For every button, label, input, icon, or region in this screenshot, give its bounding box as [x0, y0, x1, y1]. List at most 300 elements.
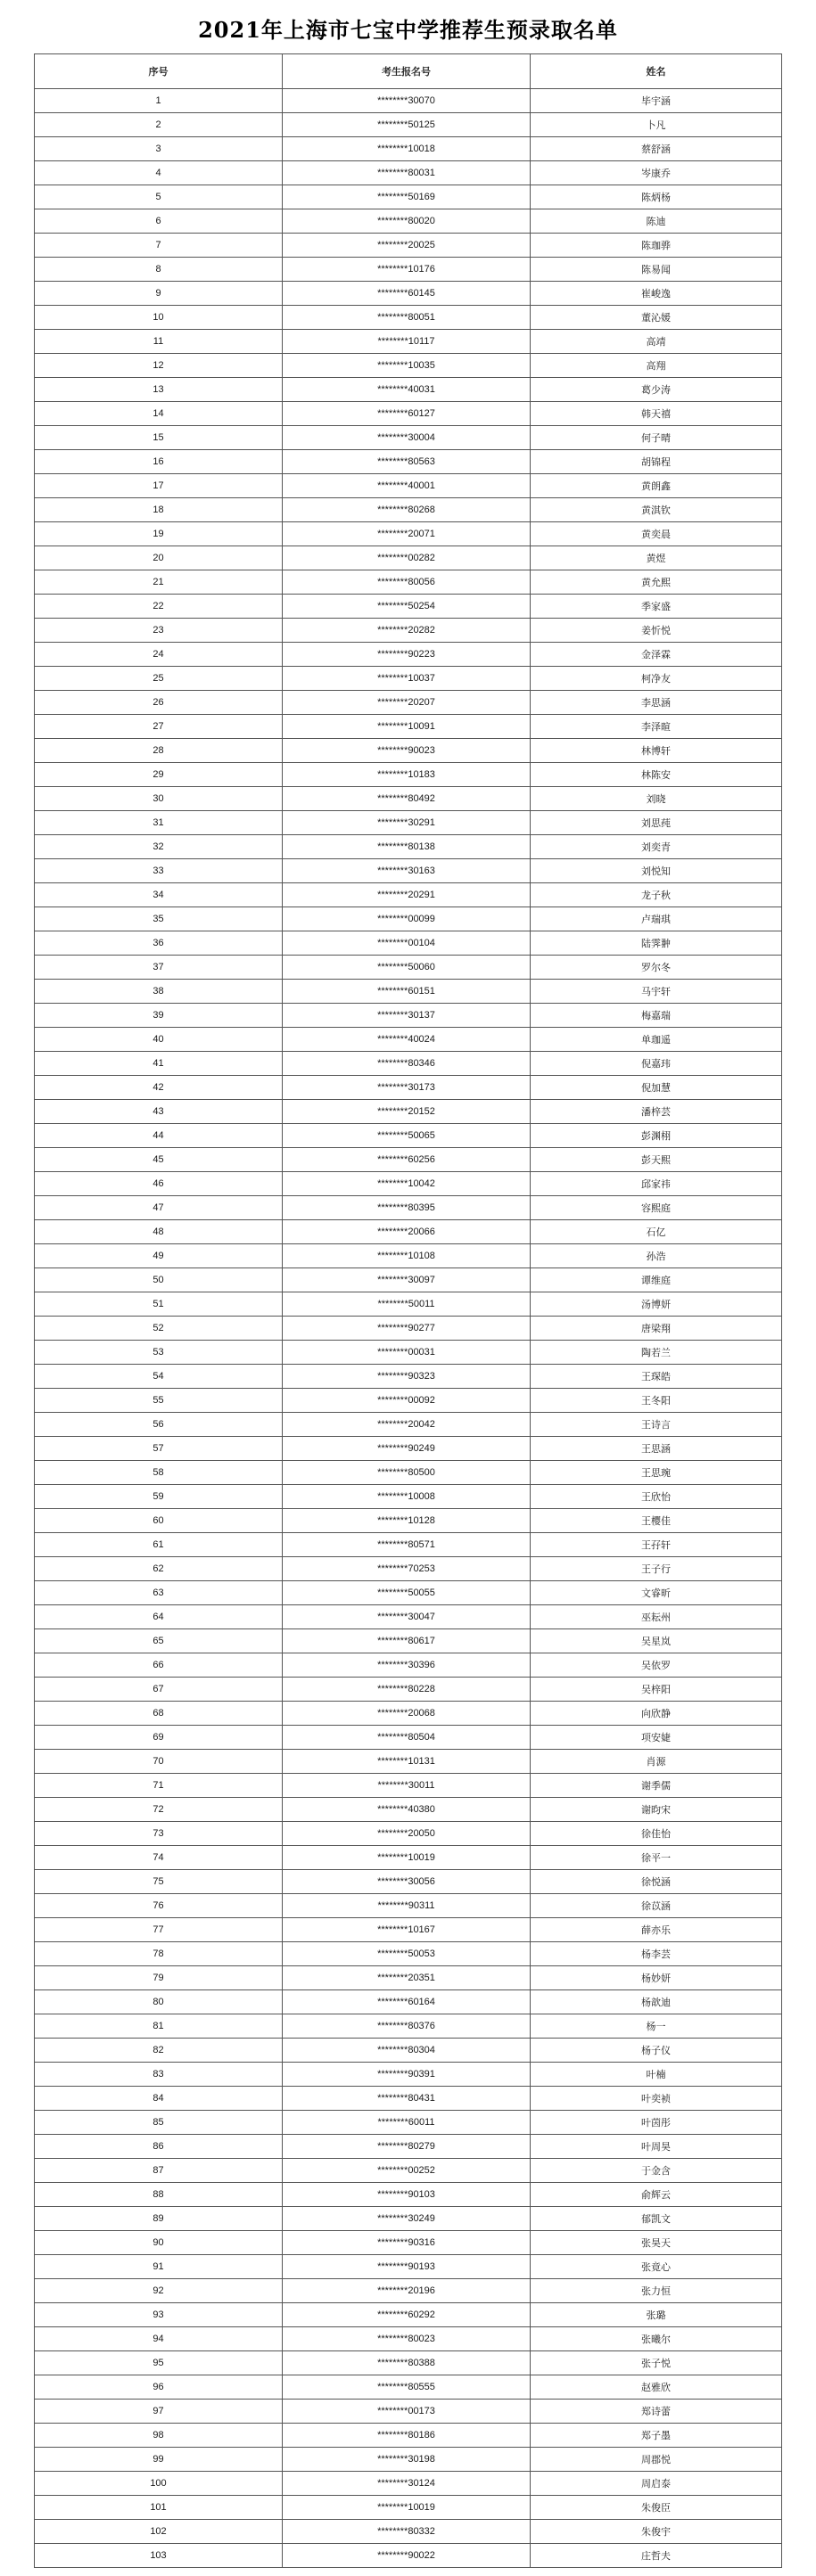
table-row: [35, 1220, 782, 1244]
table-row: [35, 1533, 782, 1557]
cell-serial: 78: [35, 1942, 283, 1966]
cell-serial: 83: [35, 2063, 283, 2087]
table-row: [35, 1798, 782, 1822]
cell-name: 潘梓芸: [531, 1100, 782, 1124]
cell-registration-number: ********80279: [283, 2135, 531, 2159]
table-row: [35, 1268, 782, 1292]
cell-registration-number: ********80051: [283, 306, 531, 330]
cell-registration-number: ********50254: [283, 595, 531, 619]
table-row: [35, 185, 782, 209]
table-row: [35, 137, 782, 161]
table-row: [35, 498, 782, 522]
cell-name: 金泽霖: [531, 643, 782, 667]
cell-serial: 23: [35, 619, 283, 643]
column-header-serial: 序号: [35, 54, 283, 89]
cell-serial: 73: [35, 1822, 283, 1846]
cell-serial: 52: [35, 1317, 283, 1341]
cell-registration-number: ********90323: [283, 1365, 531, 1389]
cell-serial: 19: [35, 522, 283, 546]
cell-serial: 48: [35, 1220, 283, 1244]
cell-registration-number: ********20068: [283, 1702, 531, 1726]
cell-serial: 9: [35, 282, 283, 306]
table-row: [35, 2087, 782, 2111]
cell-serial: 21: [35, 570, 283, 595]
cell-registration-number: ********80023: [283, 2327, 531, 2351]
cell-registration-number: ********60145: [283, 282, 531, 306]
table-row: [35, 2351, 782, 2375]
table-row: [35, 715, 782, 739]
cell-registration-number: ********80555: [283, 2375, 531, 2400]
cell-serial: 6: [35, 209, 283, 234]
cell-name: 王琛皓: [531, 1365, 782, 1389]
cell-name: 项安婕: [531, 1726, 782, 1750]
cell-serial: 2: [35, 113, 283, 137]
table-row: [35, 956, 782, 980]
table-row: [35, 1557, 782, 1581]
cell-name: 杨子仪: [531, 2039, 782, 2063]
cell-name: 岑康乔: [531, 161, 782, 185]
cell-registration-number: ********10091: [283, 715, 531, 739]
cell-registration-number: ********90103: [283, 2183, 531, 2207]
table-row: [35, 161, 782, 185]
cell-serial: 27: [35, 715, 283, 739]
cell-serial: 77: [35, 1918, 283, 1942]
cell-name: 杨一: [531, 2014, 782, 2039]
cell-serial: 58: [35, 1461, 283, 1485]
cell-serial: 60: [35, 1509, 283, 1533]
table-row: [35, 2014, 782, 2039]
cell-registration-number: ********90391: [283, 2063, 531, 2087]
cell-registration-number: ********30056: [283, 1870, 531, 1894]
cell-name: 王冬阳: [531, 1389, 782, 1413]
table-row: [35, 739, 782, 763]
cell-name: 王樱佳: [531, 1509, 782, 1533]
cell-name: 蔡舒涵: [531, 137, 782, 161]
cell-name: 徐苡涵: [531, 1894, 782, 1918]
cell-serial: 31: [35, 811, 283, 835]
cell-name: 于金含: [531, 2159, 782, 2183]
cell-registration-number: ********00282: [283, 546, 531, 570]
table-row: [35, 1822, 782, 1846]
cell-serial: 15: [35, 426, 283, 450]
table-row: [35, 2375, 782, 2400]
cell-serial: 26: [35, 691, 283, 715]
cell-registration-number: ********70253: [283, 1557, 531, 1581]
cell-registration-number: ********80228: [283, 1678, 531, 1702]
cell-registration-number: ********40031: [283, 378, 531, 402]
table-row: [35, 619, 782, 643]
cell-registration-number: ********10037: [283, 667, 531, 691]
cell-serial: 28: [35, 739, 283, 763]
cell-serial: 25: [35, 667, 283, 691]
table-row: [35, 1894, 782, 1918]
cell-serial: 37: [35, 956, 283, 980]
table-row: [35, 546, 782, 570]
cell-registration-number: ********90022: [283, 2544, 531, 2568]
cell-registration-number: ********30249: [283, 2207, 531, 2231]
cell-serial: 33: [35, 859, 283, 883]
cell-serial: 99: [35, 2448, 283, 2472]
cell-serial: 10: [35, 306, 283, 330]
table-row: [35, 282, 782, 306]
cell-name: 叶奕祯: [531, 2087, 782, 2111]
table-row: [35, 1509, 782, 1533]
cell-name: 叶周昊: [531, 2135, 782, 2159]
cell-name: 高靖: [531, 330, 782, 354]
cell-name: 罗尔冬: [531, 956, 782, 980]
table-row: [35, 2039, 782, 2063]
cell-registration-number: ********80056: [283, 570, 531, 595]
cell-name: 何子晴: [531, 426, 782, 450]
cell-serial: 85: [35, 2111, 283, 2135]
cell-name: 倪嘉玮: [531, 1052, 782, 1076]
cell-name: 姜忻悦: [531, 619, 782, 643]
cell-name: 倪加慧: [531, 1076, 782, 1100]
table-row: [35, 1485, 782, 1509]
cell-name: 徐佳怡: [531, 1822, 782, 1846]
cell-serial: 30: [35, 787, 283, 811]
cell-name: 卢瑞琪: [531, 907, 782, 931]
cell-name: 谢季儒: [531, 1774, 782, 1798]
cell-serial: 1: [35, 89, 283, 113]
table-row: [35, 1124, 782, 1148]
cell-registration-number: ********50125: [283, 113, 531, 137]
table-row: [35, 2448, 782, 2472]
cell-registration-number: ********90023: [283, 739, 531, 763]
cell-serial: 68: [35, 1702, 283, 1726]
cell-name: 柯净友: [531, 667, 782, 691]
cell-name: 彭天熙: [531, 1148, 782, 1172]
cell-name: 高翔: [531, 354, 782, 378]
cell-name: 黄奕晨: [531, 522, 782, 546]
cell-name: 韩天禧: [531, 402, 782, 426]
cell-registration-number: ********30173: [283, 1076, 531, 1100]
cell-registration-number: ********80020: [283, 209, 531, 234]
cell-serial: 79: [35, 1966, 283, 1990]
cell-name: 黄淇钦: [531, 498, 782, 522]
cell-serial: 47: [35, 1196, 283, 1220]
cell-name: 葛少涛: [531, 378, 782, 402]
cell-serial: 32: [35, 835, 283, 859]
cell-name: 张力恒: [531, 2279, 782, 2303]
cell-name: 陆霁翀: [531, 931, 782, 956]
cell-name: 叶茵彤: [531, 2111, 782, 2135]
cell-registration-number: ********30137: [283, 1004, 531, 1028]
cell-serial: 82: [35, 2039, 283, 2063]
cell-registration-number: ********80617: [283, 1629, 531, 1653]
cell-registration-number: ********80563: [283, 450, 531, 474]
table-row: [35, 1461, 782, 1485]
cell-serial: 102: [35, 2520, 283, 2544]
table-row: [35, 2544, 782, 2568]
cell-serial: 42: [35, 1076, 283, 1100]
cell-serial: 94: [35, 2327, 283, 2351]
table-row: [35, 2424, 782, 2448]
cell-name: 王思涵: [531, 1437, 782, 1461]
cell-serial: 24: [35, 643, 283, 667]
cell-registration-number: ********80332: [283, 2520, 531, 2544]
table-row: [35, 1292, 782, 1317]
cell-name: 薛亦乐: [531, 1918, 782, 1942]
cell-registration-number: ********10035: [283, 354, 531, 378]
cell-registration-number: ********80031: [283, 161, 531, 185]
table-row: [35, 2279, 782, 2303]
cell-name: 杨歆迪: [531, 1990, 782, 2014]
cell-serial: 84: [35, 2087, 283, 2111]
cell-name: 郑子墨: [531, 2424, 782, 2448]
cell-registration-number: ********00173: [283, 2400, 531, 2424]
cell-name: 彭渊栩: [531, 1124, 782, 1148]
cell-registration-number: ********90316: [283, 2231, 531, 2255]
cell-name: 王思琬: [531, 1461, 782, 1485]
cell-registration-number: ********10019: [283, 2496, 531, 2520]
cell-serial: 72: [35, 1798, 283, 1822]
table-row: [35, 450, 782, 474]
cell-name: 王子行: [531, 1557, 782, 1581]
cell-registration-number: ********60164: [283, 1990, 531, 2014]
cell-registration-number: ********90223: [283, 643, 531, 667]
cell-registration-number: ********30097: [283, 1268, 531, 1292]
cell-name: 李泽暄: [531, 715, 782, 739]
cell-serial: 54: [35, 1365, 283, 1389]
cell-name: 孙浩: [531, 1244, 782, 1268]
cell-name: 黄朗鑫: [531, 474, 782, 498]
table-row: [35, 2520, 782, 2544]
cell-serial: 74: [35, 1846, 283, 1870]
column-header-name: 姓名: [531, 54, 782, 89]
cell-serial: 55: [35, 1389, 283, 1413]
cell-name: 杨李芸: [531, 1942, 782, 1966]
cell-name: 马宇轩: [531, 980, 782, 1004]
cell-registration-number: ********80571: [283, 1533, 531, 1557]
cell-registration-number: ********40024: [283, 1028, 531, 1052]
table-row: [35, 1678, 782, 1702]
cell-serial: 44: [35, 1124, 283, 1148]
cell-registration-number: ********90277: [283, 1317, 531, 1341]
table-row: [35, 2255, 782, 2279]
table-row: [35, 354, 782, 378]
cell-registration-number: ********10108: [283, 1244, 531, 1268]
cell-registration-number: ********50169: [283, 185, 531, 209]
table-row: [35, 2063, 782, 2087]
cell-registration-number: ********20025: [283, 234, 531, 258]
cell-name: 杨妙妍: [531, 1966, 782, 1990]
cell-name: 王欣怡: [531, 1485, 782, 1509]
cell-serial: 13: [35, 378, 283, 402]
table-row: [35, 1846, 782, 1870]
table-row: [35, 1774, 782, 1798]
cell-serial: 3: [35, 137, 283, 161]
table-row: [35, 426, 782, 450]
cell-registration-number: ********80395: [283, 1196, 531, 1220]
cell-serial: 101: [35, 2496, 283, 2520]
table-row: [35, 474, 782, 498]
cell-registration-number: ********10019: [283, 1846, 531, 1870]
cell-name: 赵雅欣: [531, 2375, 782, 2400]
table-row: [35, 835, 782, 859]
cell-serial: 5: [35, 185, 283, 209]
cell-serial: 49: [35, 1244, 283, 1268]
table-row: [35, 1990, 782, 2014]
table-row: [35, 980, 782, 1004]
cell-registration-number: ********30291: [283, 811, 531, 835]
cell-registration-number: ********20066: [283, 1220, 531, 1244]
table-row: [35, 522, 782, 546]
table-row: [35, 306, 782, 330]
cell-registration-number: ********90193: [283, 2255, 531, 2279]
cell-registration-number: ********60127: [283, 402, 531, 426]
cell-registration-number: ********10183: [283, 763, 531, 787]
table-row: [35, 330, 782, 354]
table-row: [35, 402, 782, 426]
cell-name: 周郡悦: [531, 2448, 782, 2472]
cell-registration-number: ********10167: [283, 1918, 531, 1942]
table-row: [35, 907, 782, 931]
cell-registration-number: ********30004: [283, 426, 531, 450]
cell-serial: 18: [35, 498, 283, 522]
table-row: [35, 2207, 782, 2231]
cell-name: 林博轩: [531, 739, 782, 763]
cell-name: 董沁媛: [531, 306, 782, 330]
cell-serial: 11: [35, 330, 283, 354]
cell-serial: 36: [35, 931, 283, 956]
table-header-row: [35, 54, 782, 89]
cell-serial: 98: [35, 2424, 283, 2448]
cell-name: 邱家祎: [531, 1172, 782, 1196]
cell-registration-number: ********80268: [283, 498, 531, 522]
cell-serial: 97: [35, 2400, 283, 2424]
cell-serial: 91: [35, 2255, 283, 2279]
cell-registration-number: ********60256: [283, 1148, 531, 1172]
cell-registration-number: ********20042: [283, 1413, 531, 1437]
cell-name: 唐梁翔: [531, 1317, 782, 1341]
cell-registration-number: ********20050: [283, 1822, 531, 1846]
cell-name: 崔峻逸: [531, 282, 782, 306]
cell-name: 向欣静: [531, 1702, 782, 1726]
cell-registration-number: ********60011: [283, 2111, 531, 2135]
cell-serial: 34: [35, 883, 283, 907]
cell-serial: 95: [35, 2351, 283, 2375]
column-header-registration-number: 考生报名号: [283, 54, 531, 89]
cell-name: 黄允熙: [531, 570, 782, 595]
cell-registration-number: ********30124: [283, 2472, 531, 2496]
cell-serial: 17: [35, 474, 283, 498]
cell-registration-number: ********60151: [283, 980, 531, 1004]
table-row: [35, 1413, 782, 1437]
cell-name: 庄哲夫: [531, 2544, 782, 2568]
cell-serial: 90: [35, 2231, 283, 2255]
cell-name: 王孖轩: [531, 1533, 782, 1557]
cell-name: 单珈遥: [531, 1028, 782, 1052]
table-row: [35, 931, 782, 956]
cell-name: 郑诗蕾: [531, 2400, 782, 2424]
table-row: [35, 1605, 782, 1629]
cell-registration-number: ********10131: [283, 1750, 531, 1774]
cell-serial: 100: [35, 2472, 283, 2496]
cell-registration-number: ********80492: [283, 787, 531, 811]
page-title: 2021年上海市七宝中学推荐生预录取名单: [198, 17, 618, 43]
cell-registration-number: ********80304: [283, 2039, 531, 2063]
cell-name: 刘奕青: [531, 835, 782, 859]
cell-registration-number: ********80138: [283, 835, 531, 859]
table-row: [35, 1052, 782, 1076]
cell-name: 陈炳杨: [531, 185, 782, 209]
table-row: [35, 1365, 782, 1389]
cell-registration-number: ********10008: [283, 1485, 531, 1509]
table-row: [35, 89, 782, 113]
cell-serial: 86: [35, 2135, 283, 2159]
cell-registration-number: ********40001: [283, 474, 531, 498]
table-row: [35, 2303, 782, 2327]
cell-registration-number: ********80388: [283, 2351, 531, 2375]
table-row: [35, 787, 782, 811]
cell-name: 徐平一: [531, 1846, 782, 1870]
cell-registration-number: ********00099: [283, 907, 531, 931]
cell-serial: 71: [35, 1774, 283, 1798]
cell-name: 梅嘉瑞: [531, 1004, 782, 1028]
table-row: [35, 667, 782, 691]
cell-registration-number: ********50053: [283, 1942, 531, 1966]
table-row: [35, 2135, 782, 2159]
cell-name: 陈迪: [531, 209, 782, 234]
cell-name: 陈珈骅: [531, 234, 782, 258]
table-row: [35, 2183, 782, 2207]
cell-name: 张璐: [531, 2303, 782, 2327]
cell-registration-number: ********30396: [283, 1653, 531, 1678]
table-body: [35, 89, 782, 2568]
cell-registration-number: ********20291: [283, 883, 531, 907]
cell-serial: 51: [35, 1292, 283, 1317]
table-row: [35, 1317, 782, 1341]
table-row: [35, 1028, 782, 1052]
cell-name: 徐悦涵: [531, 1870, 782, 1894]
cell-registration-number: ********90311: [283, 1894, 531, 1918]
table-row: [35, 1918, 782, 1942]
cell-name: 谢昀宋: [531, 1798, 782, 1822]
cell-registration-number: ********20282: [283, 619, 531, 643]
cell-registration-number: ********10018: [283, 137, 531, 161]
cell-serial: 38: [35, 980, 283, 1004]
cell-name: 石亿: [531, 1220, 782, 1244]
cell-registration-number: ********30011: [283, 1774, 531, 1798]
cell-serial: 35: [35, 907, 283, 931]
cell-serial: 67: [35, 1678, 283, 1702]
cell-serial: 76: [35, 1894, 283, 1918]
cell-name: 吴梓阳: [531, 1678, 782, 1702]
table-row: [35, 2327, 782, 2351]
cell-serial: 81: [35, 2014, 283, 2039]
cell-registration-number: ********80346: [283, 1052, 531, 1076]
cell-name: 肖源: [531, 1750, 782, 1774]
cell-registration-number: ********00252: [283, 2159, 531, 2183]
cell-name: 卜凡: [531, 113, 782, 137]
table-row: [35, 1341, 782, 1365]
cell-name: 叶楠: [531, 2063, 782, 2087]
cell-serial: 45: [35, 1148, 283, 1172]
cell-name: 李思涵: [531, 691, 782, 715]
cell-registration-number: ********20152: [283, 1100, 531, 1124]
table-row: [35, 1148, 782, 1172]
cell-registration-number: ********00104: [283, 931, 531, 956]
cell-serial: 56: [35, 1413, 283, 1437]
table-row: [35, 113, 782, 137]
cell-registration-number: ********10042: [283, 1172, 531, 1196]
cell-name: 王诗言: [531, 1413, 782, 1437]
cell-serial: 89: [35, 2207, 283, 2231]
cell-serial: 43: [35, 1100, 283, 1124]
cell-serial: 29: [35, 763, 283, 787]
table-row: [35, 1750, 782, 1774]
